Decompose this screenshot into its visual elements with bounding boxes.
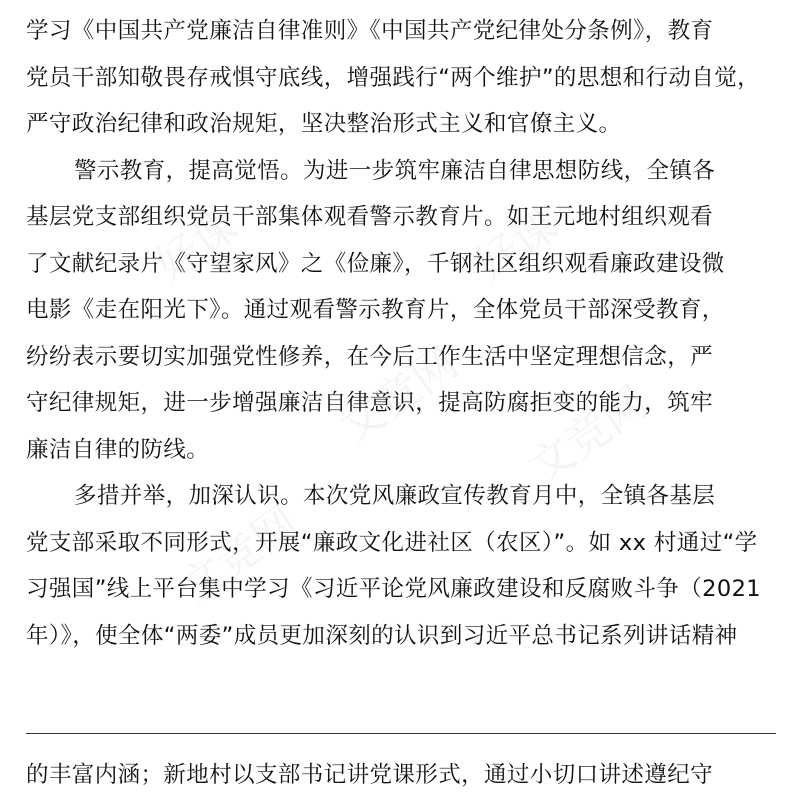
body-text-page-2 — [26, 752, 778, 799]
watermark: 文竞网 — [169, 496, 308, 615]
watermark: 好课 — [145, 199, 248, 292]
text-line: 党支部采取不同形式，开展“廉政文化进社区（农区）”。如 xx 村通过“学 — [26, 529, 758, 556]
text-line: 廉洁自律的防线。 — [26, 436, 210, 463]
page-break-divider — [26, 733, 776, 734]
text-line: 的丰富内涵；新地村以支部书记讲党课形式，通过小切口讲述遵纪守 — [26, 762, 714, 788]
text-line: 严守政治纪律和政治规矩，坚决整治形式主义和官僚主义。 — [26, 111, 622, 137]
paragraph-heading-warning-education: 警示教育，提高觉悟。为进一步筑牢廉洁自律思想防线，全镇各 — [74, 157, 716, 184]
text-line: 基层党支部组织党员干部集体观看警示教育片。如王元地村组织观看 — [26, 204, 714, 230]
paragraph-heading-multiple-measures: 多措并举，加深认识。本次党风廉政宣传教育月中，全镇各基层 — [74, 483, 716, 509]
watermark: 文竞网 — [519, 376, 658, 495]
text-line: 纷纷表示要切实加强党性修养，在今后工作生活中坚定理想信念，严 — [26, 343, 714, 370]
text-line: 党员干部知敬畏存戒惧守底线，增强践行“两个维护”的思想和行动自觉， — [26, 64, 761, 91]
text-line: 电影《走在阳光下》。通过观看警示教育片，全体党员干部深受教育， — [26, 297, 725, 323]
watermark: 文竞网 — [329, 336, 468, 455]
text-line: 守纪律规矩，进一步增强廉洁自律意识，提高防腐拒变的能力，筑牢 — [26, 390, 714, 416]
text-line: 年）》，使全体“两委”成员更加深刻的认识到习近平总书记系列讲话精神 — [26, 622, 738, 649]
watermark: 好课 — [465, 199, 568, 292]
body-text-page-1 — [26, 8, 778, 659]
text-line: 习强国”线上平台集中学习《习近平论党风廉政建设和反腐败斗争（2021 — [26, 576, 762, 602]
text-line: 了文献纪录片《守望家风》之《俭廉》，千钢社区组织观看廉政建设微 — [26, 250, 725, 277]
text-line: 学习《中国共产党廉洁自律准则》《中国共产党纪律处分条例》，教育 — [26, 18, 714, 44]
